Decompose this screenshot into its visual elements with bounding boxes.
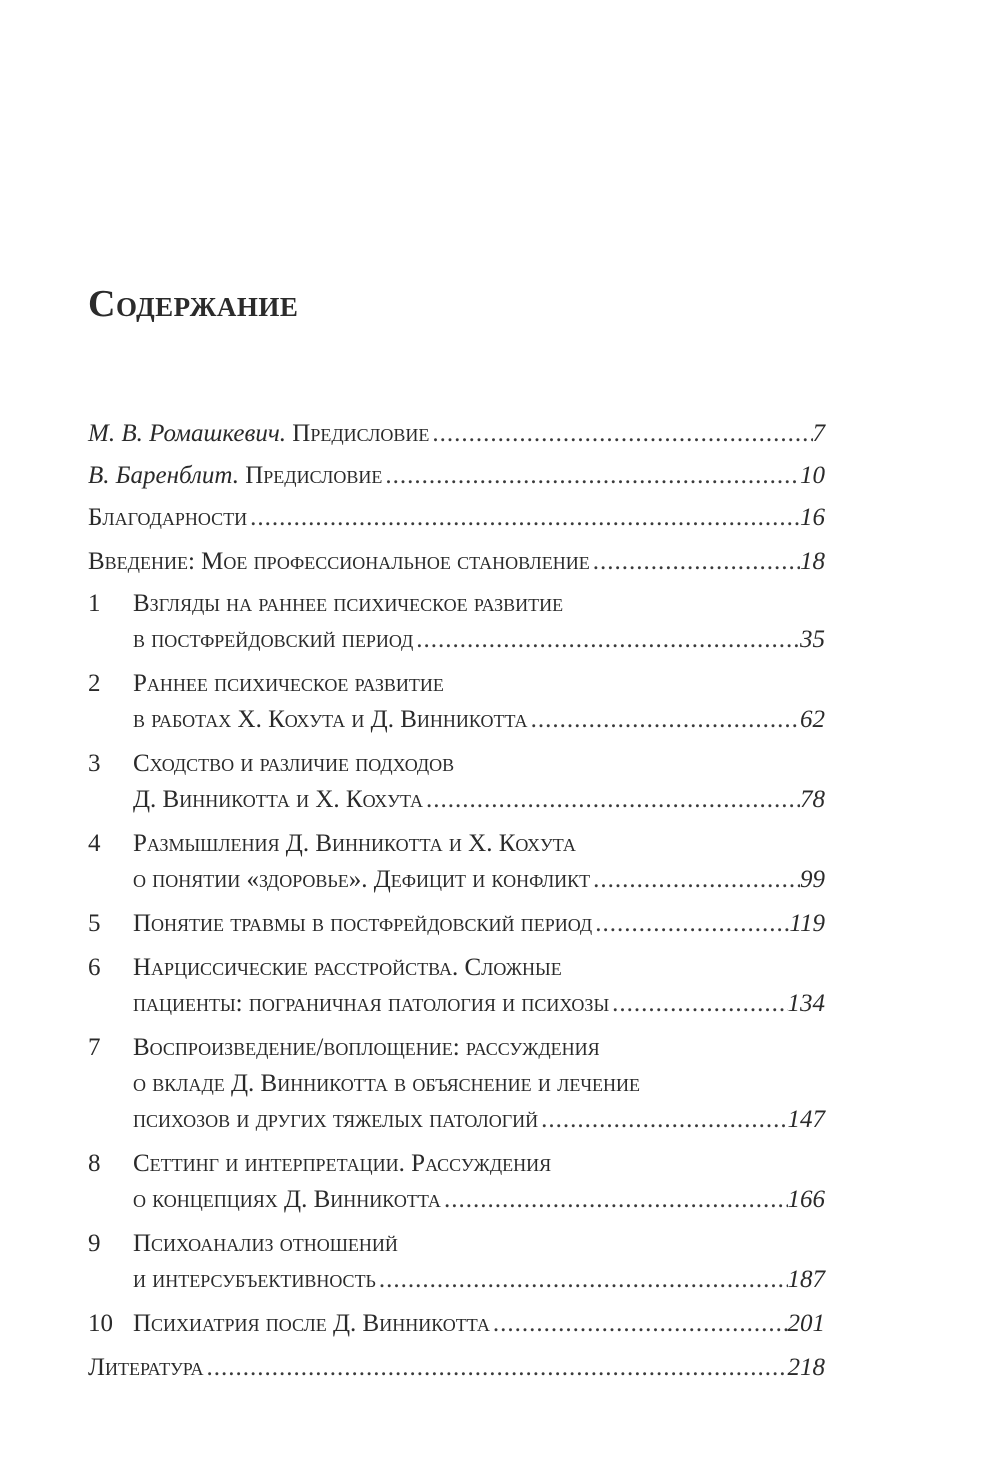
toc-entry-chapter-2[interactable] [88,666,825,738]
dot-leader [592,906,789,942]
toc-entry-chapter-7[interactable] [88,1030,825,1138]
entry-page-number: 78 [800,786,825,813]
dot-leader [528,702,800,738]
entry-page-number: 187 [787,1266,825,1293]
entry-title-line: Раннее психическое развитие [133,670,444,697]
toc-entry-literature[interactable] [88,1350,825,1386]
toc-entry-chapter-8[interactable] [88,1146,825,1218]
entry-title-line: о концепциях Д. Винникотта [133,1186,441,1213]
dot-leader [423,782,800,818]
chapter-number: 7 [88,1034,101,1061]
toc-entry-chapter-6[interactable] [88,950,825,1022]
entry-page-number: 218 [787,1354,825,1381]
dot-leader [441,1182,788,1218]
chapter-number: 3 [88,750,101,777]
entry-author: М. В. Ромашкевич. [88,420,287,447]
dot-leader [609,986,787,1022]
entry-title-line: пациенты: пограничная патология и психозы [133,990,610,1017]
entry-title-line: Взгляды на раннее психическое развитие [133,590,564,617]
chapter-number: 9 [88,1230,101,1257]
chapter-number: 1 [88,590,101,617]
table-of-contents [88,416,825,1386]
entry-title-line: в работах Х. Кохута и Д. Винникотта [133,706,528,733]
entry-page-number: 147 [787,1106,825,1133]
toc-entry-acknowledgements[interactable] [88,500,825,536]
entry-title-line: Нарциссические расстройства. Сложные [133,954,562,981]
toc-entry-chapter-10[interactable] [88,1306,825,1342]
toc-entry-chapter-9[interactable] [88,1226,825,1298]
entry-title-line: в постфрейдовский период [133,626,414,653]
entry-title: Предисловие [245,462,383,489]
toc-entry-chapter-4[interactable] [88,826,825,898]
entry-page-number: 119 [789,910,825,937]
entry-title-line: психозов и других тяжелых патологий [133,1106,539,1133]
entry-page-number: 166 [787,1186,825,1213]
chapter-number: 5 [88,910,101,937]
chapter-number: 8 [88,1150,101,1177]
toc-entry-preface-romashkevich[interactable] [88,416,825,452]
dot-leader [590,544,800,580]
chapter-number: 4 [88,830,101,857]
entry-author: В. Баренблит. [88,462,239,489]
entry-title: Благодарности [88,504,248,531]
toc-entry-preface-barenblit[interactable] [88,458,825,494]
entry-page-number: 16 [800,504,825,531]
entry-page-number: 35 [800,626,825,653]
entry-page-number: 10 [800,462,825,489]
dot-leader [538,1102,787,1138]
dot-leader [247,500,800,536]
entry-title-line: о вкладе Д. Винникотта в объяснение и лечение [133,1070,641,1097]
entry-title-line: о понятии «здоровье». Дефицит и конфликт [133,866,591,893]
entry-page-number: 7 [812,420,825,447]
entry-page-number: 62 [800,706,825,733]
entry-title-line: Психиатрия после Д. Винникотта [133,1310,490,1337]
toc-entry-chapter-3[interactable] [88,746,825,818]
dot-leader [590,862,800,898]
entry-page-number: 134 [787,990,825,1017]
chapter-number: 2 [88,670,101,697]
dot-leader [413,622,800,658]
entry-title: Литература [88,1354,204,1381]
entry-title: Предисловие [292,420,430,447]
entry-page-number: 99 [800,866,825,893]
page-title: Содержание [88,283,299,325]
dot-leader [204,1350,788,1386]
chapter-number: 10 [88,1310,113,1337]
toc-entry-chapter-5[interactable] [88,906,825,942]
dot-leader [429,416,812,452]
chapter-number: 6 [88,954,101,981]
entry-title: Введение: Мое профессиональное становление [88,548,590,575]
entry-title-line: Понятие травмы в постфрейдовский период [133,910,593,937]
entry-page-number: 18 [800,548,825,575]
entry-page-number: 201 [787,1310,825,1337]
entry-title-line: Сеттинг и интерпретации. Рассуждения [133,1150,552,1177]
dot-leader [382,458,800,494]
toc-entry-chapter-1[interactable] [88,586,825,658]
entry-title-line: Д. Винникотта и Х. Кохута [133,786,424,813]
entry-title-line: Размышления Д. Винникотта и Х. Кохута [133,830,576,857]
entry-title-line: Психоанализ отношений [133,1230,398,1257]
entry-title-line: и интерсубъективность [133,1266,376,1293]
toc-entry-introduction[interactable] [88,544,825,580]
entry-title-line: Сходство и различие подходов [133,750,455,777]
dot-leader [490,1306,788,1342]
dot-leader [376,1262,788,1298]
entry-title-line: Воспроизведение/воплощение: рассуждения [133,1034,600,1061]
